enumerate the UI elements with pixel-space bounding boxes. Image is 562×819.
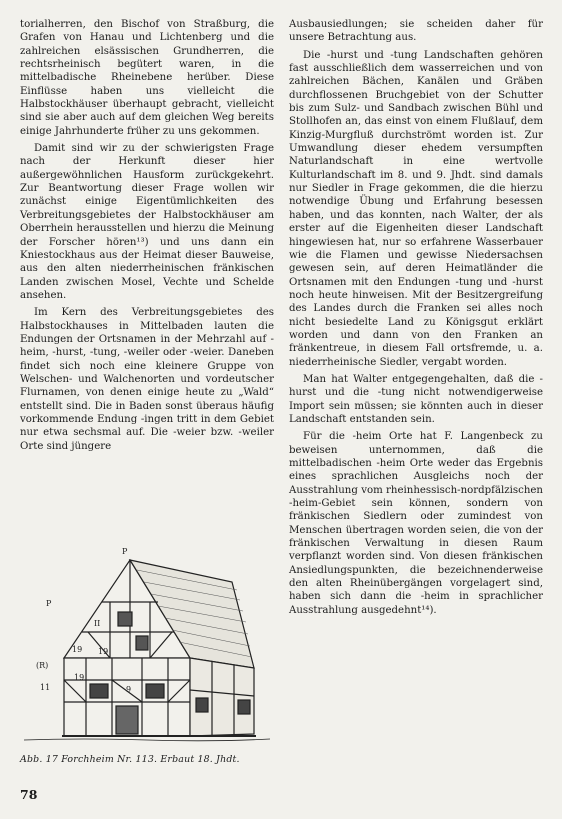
half-timbered-house-illustration <box>22 540 272 750</box>
figure-label: 9 <box>126 685 132 694</box>
right-text-column <box>289 18 543 617</box>
paragraph: Für die -heim Orte hat F. Langenbeck zu beweisen unternommen, daß die mittelbadischen -heim Orte weder das Ergebnis eines sprachlichen Ausgleichs noch der Ausstrahlung vom rheinhessisch-nordpfälzischen -heim-Gebiet sein können, sondern von fränkischen Siedlern oder zumindest von Menschen übertragen worden seien, die von der fränkischen Verwaltung in diesen Raum verpflanzt worden sind. Von diesen fränkischen Ansiedlungspunkten, die bezeichnenderweise den alten Rheinübergängen vorgelagert sind, haben sich dann die -heim in sprachlicher Ausstrahlung ausgedehnt¹⁴). <box>289 431 543 616</box>
paragraph: Im Kern des Verbreitungsgebietes des Halbstockhauses in Mittelbaden lauten die Endungen der Ortsnamen in der Mehrzahl auf -heim, -hurst, -tung, -weiler oder -weier. Daneben findet sich noch eine kleinere Gruppe von Welschen- und Walchenorten und vordeutscher Flurnamen, von denen einige heute zu „Wald“ entstellt sind. Die in Baden sonst überaus häufig vorkommende Endung -ingen tritt in dem Gebiet nur etwa sechsmal auf. Die -weier bzw. -weiler Orte sind jüngere <box>20 307 274 452</box>
figure-label: P <box>46 599 52 608</box>
paragraph: Die -hurst und -tung Landschaften gehören fast ausschließlich dem wasserreichen und von zahlreichen Bächen, Kanälen und Gräben durchflossenen Bruchgebiet von der Schutter bis zum Sulz- und Sandbach zwischen Bühl und Stollhofen an, das einst von einem Flußlauf, dem Kinzig-Murgfluß durchströmt worden ist. Zur Umwandlung dieser ehedem versumpften Naturlandschaft in eine wertvolle Kulturlandschaft im 8. und 9. Jhdt. sind damals nur Siedler in Frage gekommen, die die hierzu notwendige Übung und Erfahrung besessen haben, und das konnten, nach Walter, der als erster auf die Eigenheiten dieser Landschaft hingewiesen hat, nur so erfahrene Wasserbauer wie die Flamen und gewisse Niedersachsen gewesen sein, auf deren Heimatländer die Ortsnamen mit den Endungen -tung und -hurst noch heute hinweisen. Mit der Besitzergreifung des Landes durch die Franken sei alles noch nicht besiedelte Land zu Königsgut erklärt worden und dann von den Franken an fränkentreue, in diesem Fall ortsfremde, u. a. niederrheinische Siedler, vergabt worden. <box>289 49 543 368</box>
figure-label: (R) <box>36 661 49 670</box>
figure-label: 19 <box>74 673 85 682</box>
paragraph: Man hat Walter entgegengehalten, daß die -hurst und die -tung nicht notwendigerweise Import sein müssen; sie könnten auch in dieser Landschaft entstanden sein. <box>289 373 543 425</box>
figure-caption: Abb. 17 Forchheim Nr. 113. Erbaut 18. Jhdt. <box>20 754 240 765</box>
figure-label: 11 <box>40 683 51 692</box>
left-text-column <box>20 18 274 453</box>
page-number: 78 <box>20 787 38 802</box>
figure-label: 19 <box>98 647 109 656</box>
paragraph: Ausbausiedlungen; sie scheiden daher für unsere Betrachtung aus. <box>289 19 543 44</box>
figure-label: P <box>122 547 128 556</box>
paragraph: Damit sind wir zu der schwierigsten Frage nach der Herkunft dieser hier außergewöhnlichen Hausform zurückgekehrt. Zur Beantwortung dieser Frage wollen wir zunächst einige Eigentümlichkeiten des Verbreitungsgebietes der Halbstockhäuser am Oberrhein herausstellen und hierzu die Meinung der Forscher hören¹³) und uns dann ein Kniestockhaus aus der Heimat dieser Bauweise, aus den alten niederrheinischen fränkischen Landen zwischen Mosel, Vechte und Schelde ansehen. <box>20 143 274 301</box>
paragraph: torialherren, den Bischof von Straßburg, die Grafen von Hanau und Lichtenberg und die zahlreichen elsässischen Grundherren, die rechtsrheinisch begütert waren, in die mittelbadische Rheinebene herüber. Diese Einflüsse haben uns vielleicht die Halbstockhäuser überhaupt gebracht, vielleicht sind sie aber auch auf dem gleichen Weg bereits einige Jahrhunderte früher zu uns gekommen. <box>20 19 274 137</box>
figure-label: II <box>94 619 101 628</box>
figure-label: 19 <box>72 645 83 654</box>
